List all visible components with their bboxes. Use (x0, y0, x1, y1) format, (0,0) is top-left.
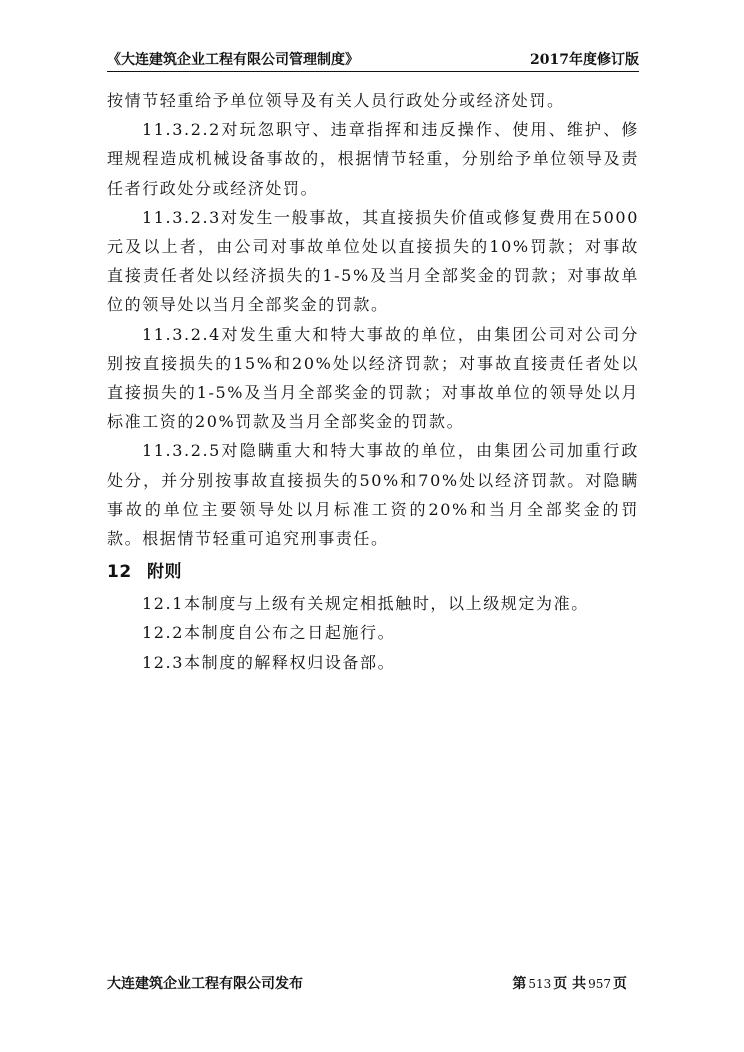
paragraph-11-3-2-2: 11.3.2.2对玩忽职守、违章指挥和违反操作、使用、维护、修理规程造成机械设备事故的，根据情节轻重，分别给予单位领导及责任者行政处分或经济处罚。 (107, 120, 639, 198)
edition-label: 2017年度修订版 (530, 52, 639, 68)
current-page-number: 513 (528, 977, 552, 991)
page-suffix: 页 (613, 976, 627, 992)
section-title: 附则 (147, 562, 182, 583)
paragraph-11-3-2-4: 11.3.2.4对发生重大和特大事故的单位，由集团公司对公司分别按直接损失的15%和20%处以经济罚款；对事故直接责任者处以直接损失的1-5%及当月全部奖金的罚款；对事故单位的领导处以月标准工资的20%罚款及当月全部奖金的罚款。 (107, 324, 639, 432)
document-title: 《大连建筑企业工程有限公司管理制度》 (107, 52, 359, 68)
page-header (107, 50, 639, 70)
paragraph-11-3-2-3: 11.3.2.3对发生一般事故，其直接损失价值或修复费用在5000元及以上者，由公司对事故单位处以直接损失的10%罚款；对事故直接责任者处以经济损失的1-5%及当月全部奖金的罚款；对事故单位的领导处以当月全部奖金的罚款。 (107, 207, 639, 315)
total-page-number: 957 (588, 977, 611, 991)
paragraph-11-3-2-5: 11.3.2.5对隐瞒重大和特大事故的单位，由集团公司加重行政处分，并分别按事故直接损失的50%和70%处以经济罚款。对隐瞒事故的单位主要领导处以月标准工资的20%和当月全部奖金的罚款。根据情节轻重可追究刑事责任。 (107, 441, 639, 549)
paragraph-12-2: 12.2本制度自公布之日起施行。 (142, 623, 396, 643)
section-heading-12 (107, 557, 639, 587)
page-middle-text: 页 共 (553, 976, 587, 992)
paragraph-12-1: 12.1本制度与上级有关规定相抵触时，以上级规定为准。 (142, 594, 589, 614)
paragraph-continuation: 按情节轻重给予单位领导及有关人员行政处分或经济处罚。 (107, 91, 565, 110)
page-footer (107, 974, 639, 994)
paragraph-12-3: 12.3本制度的解释权归设备部。 (142, 652, 396, 672)
page-indicator (512, 974, 627, 994)
page-prefix: 第 (512, 976, 527, 992)
publisher-label: 大连建筑企业工程有限公司发布 (107, 976, 303, 992)
document-body (107, 86, 639, 677)
section-number: 12 (107, 562, 132, 583)
header-divider (107, 71, 639, 72)
